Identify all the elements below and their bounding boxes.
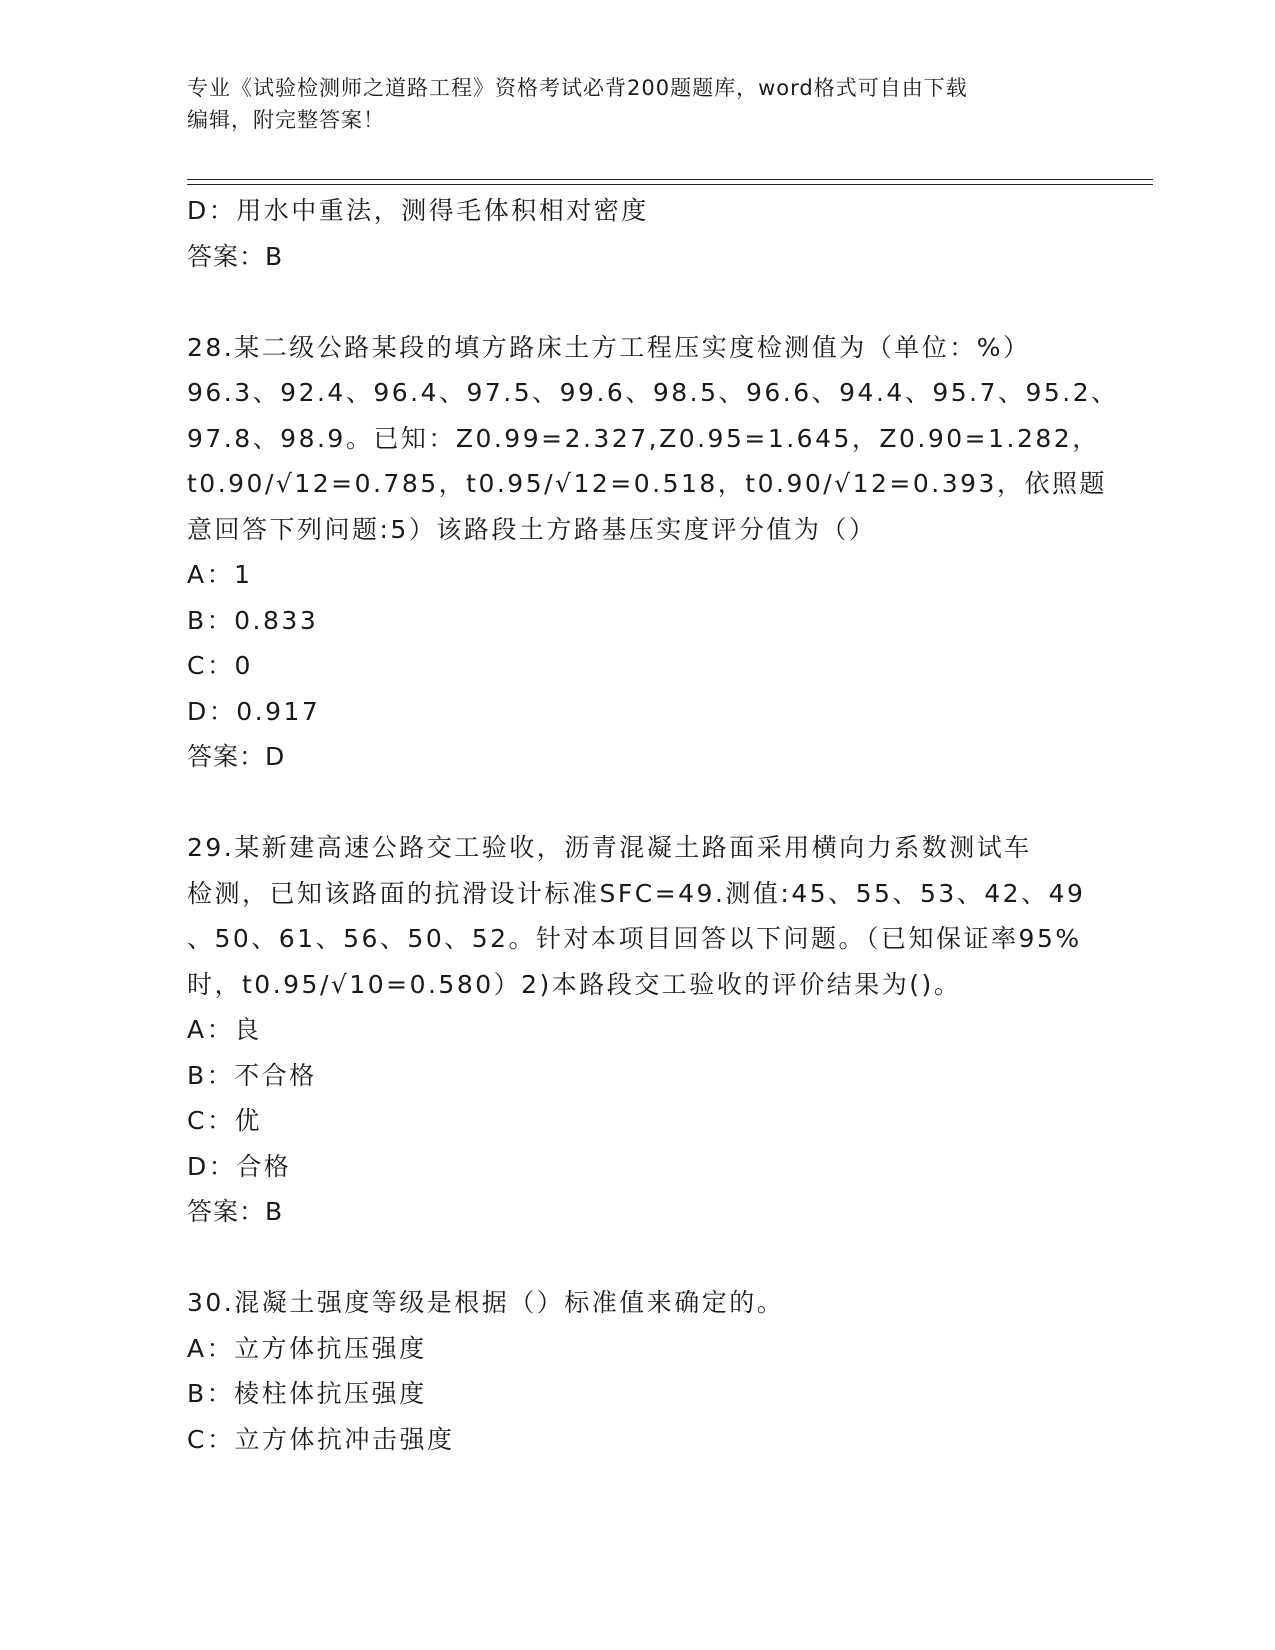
header-line-1: 专业《试验检测师之道路工程》资格考试必背200题题库，word格式可自由下载 bbox=[187, 76, 968, 100]
option-d: D：合格 bbox=[187, 1151, 292, 1181]
answer-line: 答案：B bbox=[187, 1197, 284, 1226]
option-a: A：良 bbox=[187, 1015, 262, 1044]
question-stem-line: 时，t0.95/√10=0.580）2)本路段交工验收的评价结果为()。 bbox=[187, 969, 962, 999]
document-header bbox=[187, 72, 1087, 136]
option-b: B：棱柱体抗压强度 bbox=[187, 1379, 427, 1408]
option-c: C：优 bbox=[187, 1106, 262, 1135]
question-stem-line: 28.某二级公路某段的填方路床土方工程压实度检测值为（单位：%） bbox=[187, 332, 1031, 362]
question-stem-line: 96.3、92.4、96.4、97.5、99.6、98.5、96.6、94.4、95.7、95.2、 bbox=[187, 378, 1119, 407]
question-30 bbox=[187, 1280, 1087, 1462]
option-c: C：0 bbox=[187, 651, 253, 680]
answer-line: 答案：D bbox=[187, 742, 286, 771]
question-29 bbox=[187, 825, 1087, 1235]
option-d: D：用水中重法，测得毛体积相对密度 bbox=[187, 196, 649, 225]
header-rule-bottom bbox=[187, 184, 1153, 185]
option-d: D：0.917 bbox=[187, 696, 321, 726]
option-b: B：不合格 bbox=[187, 1060, 317, 1090]
question-stem-line: 29.某新建高速公路交工验收，沥青混凝土路面采用横向力系数测试车 bbox=[187, 833, 1032, 862]
question-28 bbox=[187, 325, 1119, 780]
answer-line: 答案：B bbox=[187, 241, 284, 271]
option-b: B：0.833 bbox=[187, 605, 319, 635]
question-stem-line: 检测，已知该路面的抗滑设计标准SFC=49.测值:45、55、53、42、49 bbox=[187, 878, 1086, 908]
spacer bbox=[187, 1235, 1087, 1281]
question-27-tail bbox=[187, 188, 1087, 279]
spacer bbox=[187, 279, 1087, 325]
option-c: C：立方体抗冲击强度 bbox=[187, 1424, 455, 1454]
option-a: A：立方体抗压强度 bbox=[187, 1333, 427, 1363]
header-line-2: 编辑，附完整答案！ bbox=[187, 108, 385, 132]
question-stem-line: t0.90/√12=0.785，t0.95/√12=0.518，t0.90/√12=0.393，依照题 bbox=[187, 469, 1107, 498]
question-content bbox=[187, 188, 1119, 1462]
question-stem-line: 97.8、98.9。已知：Z0.99=2.327,Z0.95=1.645，Z0.90=1.282， bbox=[187, 423, 1100, 453]
option-a: A：1 bbox=[187, 560, 253, 589]
question-stem-line: 、50、61、56、50、52。针对本项目回答以下问题。（已知保证率95% bbox=[187, 924, 1082, 953]
spacer bbox=[187, 780, 1087, 826]
header-rule-top bbox=[187, 179, 1153, 180]
question-stem-line: 30.混凝土强度等级是根据（）标准值来确定的。 bbox=[187, 1288, 785, 1317]
question-stem-line: 意回答下列问题:5）该路段土方路基压实度评分值为（） bbox=[187, 514, 877, 544]
